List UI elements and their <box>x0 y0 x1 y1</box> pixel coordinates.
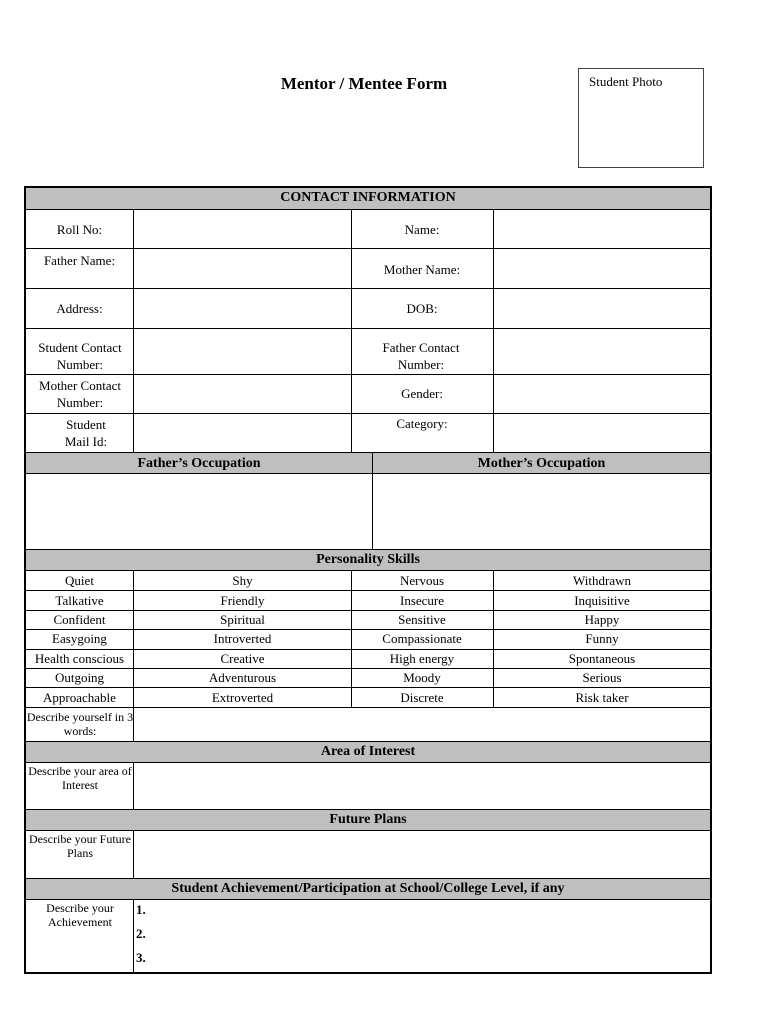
personality-skill-option[interactable]: Creative <box>220 650 265 666</box>
personality-skill-option[interactable]: Sensitive <box>398 611 446 627</box>
student-contact-field[interactable] <box>134 329 351 374</box>
future-plans-label: Describe your Future Plans <box>29 832 131 860</box>
gender-label: Gender: <box>401 386 443 401</box>
personality-skill-option[interactable]: Friendly <box>220 592 265 608</box>
father-occupation-field[interactable] <box>26 475 371 549</box>
area-of-interest-label: Describe your area of Interest <box>28 764 132 792</box>
mother-name-field[interactable] <box>494 249 710 288</box>
mother-contact-field[interactable] <box>134 375 351 413</box>
student-photo-label: Student Photo <box>589 74 663 89</box>
personality-skill-option[interactable]: Insecure <box>399 592 445 608</box>
student-photo-box[interactable] <box>578 68 704 168</box>
achievement-item-number: 3. <box>136 950 146 965</box>
address-label: Address: <box>56 300 103 316</box>
personality-skill-option[interactable]: High energy <box>389 650 455 666</box>
personality-skill-option[interactable]: Inquisitive <box>574 592 630 608</box>
father-occupation-header: Father’s Occupation <box>137 455 261 471</box>
dob-field[interactable] <box>494 289 710 328</box>
roll-no-field[interactable] <box>134 211 351 248</box>
contact-information-header: CONTACT INFORMATION <box>26 188 710 210</box>
personality-skill-option[interactable]: Compassionate <box>382 631 462 647</box>
personality-skill-option[interactable]: Health conscious <box>34 650 125 666</box>
personality-skill-option[interactable]: Spontaneous <box>568 650 636 666</box>
father-name-field[interactable] <box>134 249 351 288</box>
future-plans-field[interactable] <box>134 832 710 878</box>
roll-no-label: Roll No: <box>56 221 103 237</box>
personality-skill-option[interactable]: Funny <box>585 631 619 647</box>
student-mail-field[interactable] <box>134 414 351 452</box>
personality-skill-option[interactable]: Risk taker <box>575 689 629 705</box>
personality-skill-option[interactable]: Adventurous <box>208 670 277 686</box>
mother-occupation-header: Mother’s Occupation <box>477 455 606 471</box>
mother-occupation-field[interactable] <box>374 475 710 549</box>
personality-skill-option[interactable]: Talkative <box>55 592 104 608</box>
achievement-item-number: 2. <box>136 926 146 941</box>
achievement-item-number: 1. <box>136 902 146 917</box>
personality-skill-option[interactable]: Introverted <box>213 631 272 647</box>
mother-contact-label: Mother Contact Number: <box>39 377 121 410</box>
student-mail-label: Student Mail Id: <box>64 416 108 449</box>
achievement-header: Student Achievement/Participation at School/College Level, if any <box>26 878 710 900</box>
gender-field[interactable] <box>494 375 710 413</box>
personality-skill-option[interactable]: Spiritual <box>220 611 265 627</box>
personality-skill-option[interactable]: Nervous <box>399 573 445 589</box>
personality-skill-option[interactable]: Outgoing <box>54 670 105 686</box>
category-field[interactable] <box>494 414 710 452</box>
father-name-label: Father Name: <box>43 253 116 268</box>
describe-yourself-label: Describe yourself in 3 words: <box>26 710 134 738</box>
personality-skills-header: Personality Skills <box>26 549 710 571</box>
category-label: Category: <box>396 416 448 431</box>
personality-skill-option[interactable]: Shy <box>232 573 253 589</box>
divider <box>372 452 373 549</box>
future-plans-header: Future Plans <box>26 809 710 831</box>
name-label: Name: <box>404 221 440 237</box>
personality-skill-option[interactable]: Discrete <box>400 689 444 705</box>
dob-label: DOB: <box>406 300 438 316</box>
address-field[interactable] <box>134 289 351 328</box>
student-contact-label: Student Contact Number: <box>38 340 122 372</box>
personality-skill-option[interactable]: Happy <box>584 611 620 627</box>
achievement-field[interactable] <box>152 901 710 972</box>
father-contact-label: Father Contact Number: <box>382 340 460 372</box>
personality-skill-option[interactable]: Serious <box>582 670 622 686</box>
area-of-interest-field[interactable] <box>134 764 710 809</box>
personality-skill-option[interactable]: Confident <box>53 611 106 627</box>
father-contact-field[interactable] <box>494 329 710 374</box>
personality-skill-option[interactable]: Approachable <box>43 689 116 705</box>
area-of-interest-header: Area of Interest <box>26 741 710 763</box>
name-field[interactable] <box>494 211 710 248</box>
personality-skill-option[interactable]: Quiet <box>65 573 94 589</box>
describe-yourself-field[interactable] <box>134 708 710 741</box>
personality-skill-option[interactable]: Withdrawn <box>573 573 631 589</box>
personality-skill-option[interactable]: Extroverted <box>211 689 274 705</box>
personality-skill-option[interactable]: Easygoing <box>52 631 107 647</box>
form-title: Mentor / Mentee Form <box>280 74 448 93</box>
achievement-label: Describe your Achievement <box>46 901 114 929</box>
personality-skill-option[interactable]: Moody <box>403 670 441 686</box>
mentor-form <box>24 186 712 974</box>
mother-name-label: Mother Name: <box>383 261 461 277</box>
